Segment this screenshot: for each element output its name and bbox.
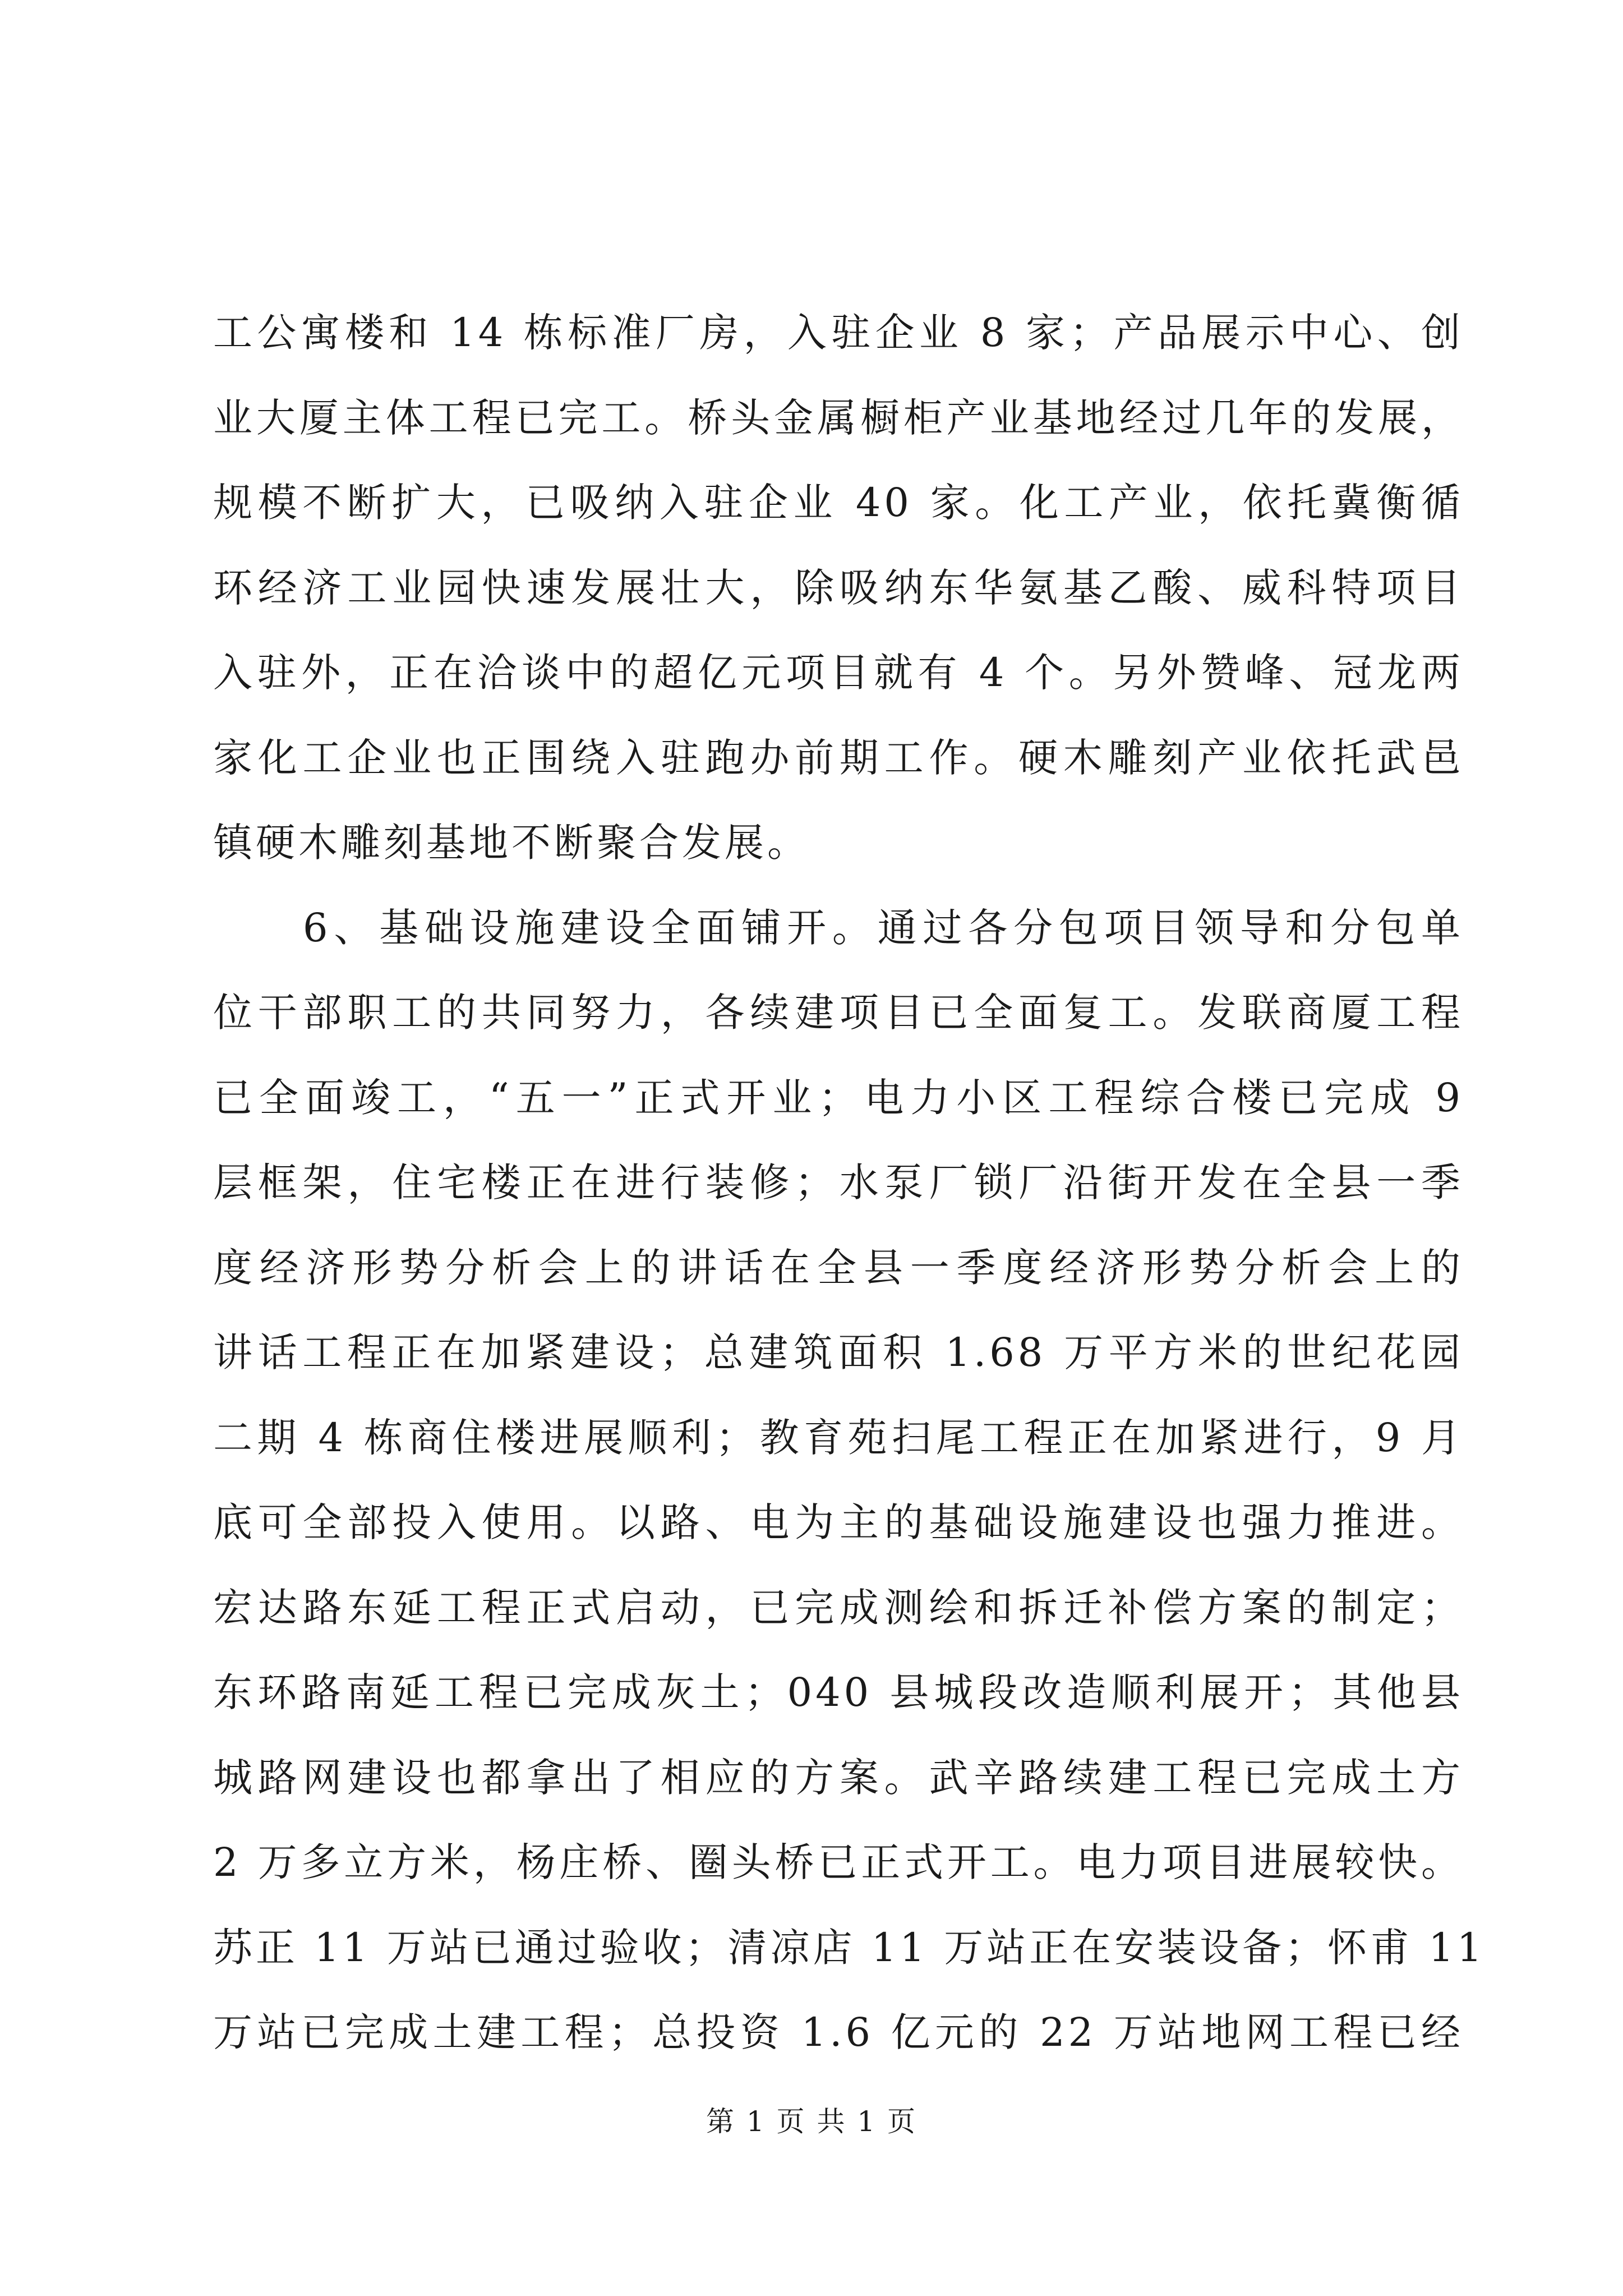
text-line: 东环路南延工程已完成灰土；040 县城段改造顺利展开；其他县 [213, 1669, 1464, 1715]
text-line: 家化工企业也正围绕入驻跑办前期工作。硬木雕刻产业依托武邑 [213, 734, 1464, 781]
text-line: 位干部职工的共同努力，各续建项目已全面复工。发联商厦工程 [213, 990, 1464, 1036]
text-line: 万站已完成土建工程；总投资 1.6 亿元的 22 万站地网工程已经 [213, 2009, 1464, 2055]
text-line: 规模不断扩大，已吸纳入驻企业 40 家。化工产业，依托冀衡循 [213, 480, 1464, 526]
text-line: 业大厦主体工程已完工。桥头金属橱柜产业基地经过几年的发展， [213, 394, 1464, 441]
text-line: 环经济工业园快速发展壮大，除吸纳东华氨基乙酸、威科特项目 [213, 564, 1464, 611]
text-line: 讲话工程正在加紧建设；总建筑面积 1.68 万平方米的世纪花园 [213, 1329, 1464, 1375]
document-body [213, 291, 1486, 2076]
page-number: 第 1 页 共 1 页 [706, 2105, 917, 2138]
text-line: 工公寓楼和 14 栋标准厂房，入驻企业 8 家；产品展示中心、创 [213, 310, 1464, 356]
text-line: 二期 4 栋商住楼进展顺利；教育苑扫尾工程正在加紧进行，9 月 [213, 1414, 1464, 1461]
text-line: 度经济形势分析会上的讲话在全县一季度经济形势分析会上的 [213, 1244, 1464, 1291]
text-line: 层框架，住宅楼正在进行装修；水泵厂锁厂沿街开发在全县一季 [213, 1159, 1464, 1205]
text-line: 苏正 11 万站已通过验收；清凉店 11 万站正在安装设备；怀甫 11 [213, 1924, 1486, 1971]
text-line: 入驻外，正在洽谈中的超亿元项目就有 4 个。另外赞峰、冠龙两 [213, 650, 1464, 696]
text-line: 城路网建设也都拿出了相应的方案。武辛路续建工程已完成土方 [213, 1754, 1464, 1801]
page-footer [0, 2105, 1623, 2138]
text-line: 2 万多立方米，杨庄桥、圈头桥已正式开工。电力项目进展较快。 [213, 1839, 1464, 1885]
text-line: 宏达路东延工程正式启动，已完成测绘和拆迁补偿方案的制定； [213, 1584, 1464, 1631]
text-line: 已全面竣工，“五一”正式开业；电力小区工程综合楼已完成 9 [213, 1074, 1464, 1121]
section-heading-line: 6、基础设施建设全面铺开。通过各分包项目领导和分包单 [303, 904, 1464, 951]
text-line: 底可全部投入使用。以路、电为主的基础设施建设也强力推进。 [213, 1499, 1464, 1545]
text-line: 镇硬木雕刻基地不断聚合发展。 [213, 820, 810, 866]
